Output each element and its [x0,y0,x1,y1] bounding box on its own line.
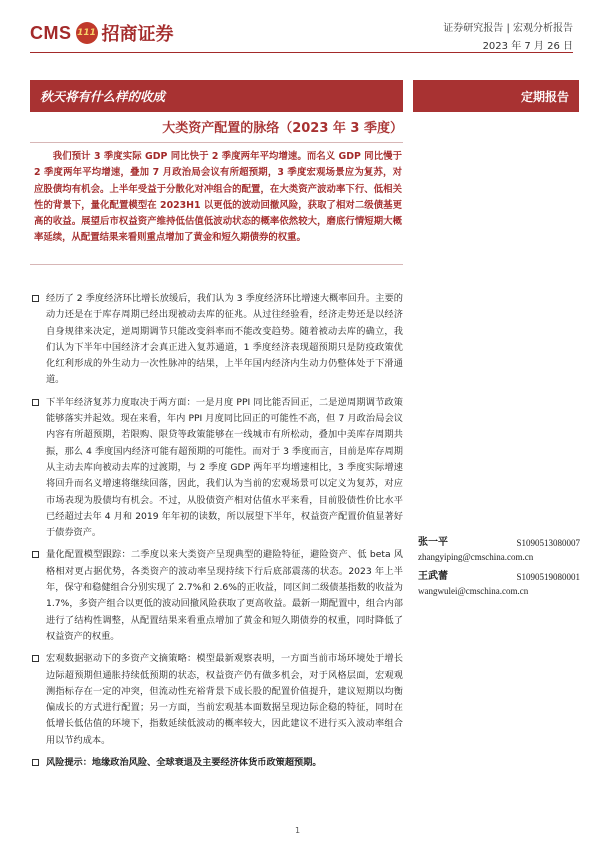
report-subtitle: 大类资产配置的脉络（2023 年 3 季度） [162,121,403,136]
analyst-certificate: S1090513080007 [516,538,580,548]
analyst-email[interactable]: zhangyiping@cmschina.com.cn [418,552,534,562]
key-point-text: 宏观数据驱动下的多资产文摘策略：模型最新观察表明，一方面当前市场环境处于增长边际超预期但通胀持续低预期的状态，权益资产仍有做多机会，对于风格层面，宏观观测指标存在一定的冲突，但流动性充裕背景下成长股的配置价值提升，建议短期以均衡偏成长的方式进行配置；另一方面，当前宏观基本面数据呈现边际企稳的特征，同时在低增长低估值的环境下，指数延续低波动的概率较大，因此建议不进行买入波动率组合用以节约成本。 [46,653,403,746]
square-bullet-icon [32,399,39,406]
page-number: 1 [294,826,301,835]
key-point-text: 量化配置模型跟踪：二季度以来大类资产呈现典型的避险特征，避险资产、低 beta 风格相对更占据优势，各类资产的波动率呈现持续下行后底部震荡的状态。2023 年上半年，保守和稳健组合分别实现了 2.7%和 2.6%的正收益，同区间二级债基指数的收益为 1.7%，多资产组合以更低的波动回撤风险获取了更高收益。最新一期配置中，组合内部进行了结构性调整，从配置结果来看重点增加了黄金和短久期债券的权重，同时降低了权益资产的权重。 [46,549,403,642]
analyst-panel [418,536,580,604]
analyst-card [418,570,580,598]
key-point [30,395,403,542]
header-meta [443,20,573,56]
risk-warning [30,755,403,771]
analyst-card [418,536,580,564]
company-logo [30,20,174,46]
square-bullet-icon [32,551,39,558]
report-kind: 证券研究报告 | 宏观分析报告 [443,23,573,34]
key-point [30,651,403,749]
report-title-bar: 秋天将有什么样的收成 [30,80,403,112]
square-bullet-icon [32,655,39,662]
square-bullet-icon [32,295,39,302]
risk-warning-text: 风险提示：地缘政治风险、全球衰退及主要经济体货币政策超预期。 [46,757,322,769]
key-point [30,291,403,389]
logo-chinese-name: 招商证券 [101,24,174,45]
subtitle-divider [30,142,403,143]
summary-paragraph: 我们预计 3 季度实际 GDP 同比快于 2 季度两年平均增速。而名义 GDP 同比慢于 2 季度两年平均增速，叠加 7 月政治局会议有所超预期，3 季度宏观场景应为复苏，对应股债均有机会。上半年受益于分散化对冲组合的配置，在大类资产波动率下行、低相关性的背景下，量化配置模型在 2023H1 以更低的波动回撤风险，获取了相对二级债基更高的收益。展望后市权益资产维持低估值低波动状态的概率依然较大，磨底行情短期大概率延续，从配置结果来看则重点增加了黄金和短久期债券的权重。 [34,151,402,244]
analyst-certificate: S1090519080001 [516,572,580,582]
summary-divider [30,264,403,265]
square-bullet-icon [32,759,39,766]
key-points-list [30,291,403,777]
analyst-name: 王武蕾 [418,571,448,582]
logo-latin: CMS [30,22,72,43]
analyst-name: 张一平 [418,537,448,548]
key-point [30,547,403,645]
header-divider [30,52,573,53]
logo-badge-icon: 111 [76,22,98,44]
report-type-label: 定期报告 [413,80,579,112]
analyst-email[interactable]: wangwulei@cmschina.com.cn [418,586,529,596]
key-point-text: 经历了 2 季度经济环比增长放缓后，我们认为 3 季度经济环比增速大概率回升。主要的动力还是在于库存周期已经出现被动去库的征兆。从过往经验看，经济走势还是以经济自身规律来决定，逆周期调节只能改变斜率而不能改变趋势。随着被动去库的确立，我们认为下半年中国经济才会真正进入复苏通道，1 季度经济表现超预期只是防疫政策优化红利形成的外生动力一次性脉冲的结果，上半年国内经济内生动力仍整体处于下滑通道。 [46,293,403,386]
key-point-text: 下半年经济复苏力度取决于两方面：一是月度 PPI 同比能否回正，二是逆周期调节政策能够落实并起效。现在来看，年内 PPI 月度同比回正的可能性不高，但 7 月政治局会议内容有所超预期，若限购、限贷等政策能够在一线城市有所松动，叠加中美库存周期共振，那么 4 季度国内经济可能有超预期的可能性。而对于 3 季度而言，目前是库存周期从主动去库向被动去库的过渡期，与 2 季度 GDP 两年平均增速相比，3 季度实际增速将回升而名义增速将继续回落，因此，我们认为当前的宏观场景可以定义为复苏，对应市场表现为股债均有机会。不过，从股债资产相对估值水平来看，目前股债性价比水平已经超过去年 4 月和 2019 年年初的读数，所以展望下半年，权益资产配置价值显著好于债券资产。 [46,396,403,539]
report-date: 2023 年 7 月 26 日 [482,41,573,52]
